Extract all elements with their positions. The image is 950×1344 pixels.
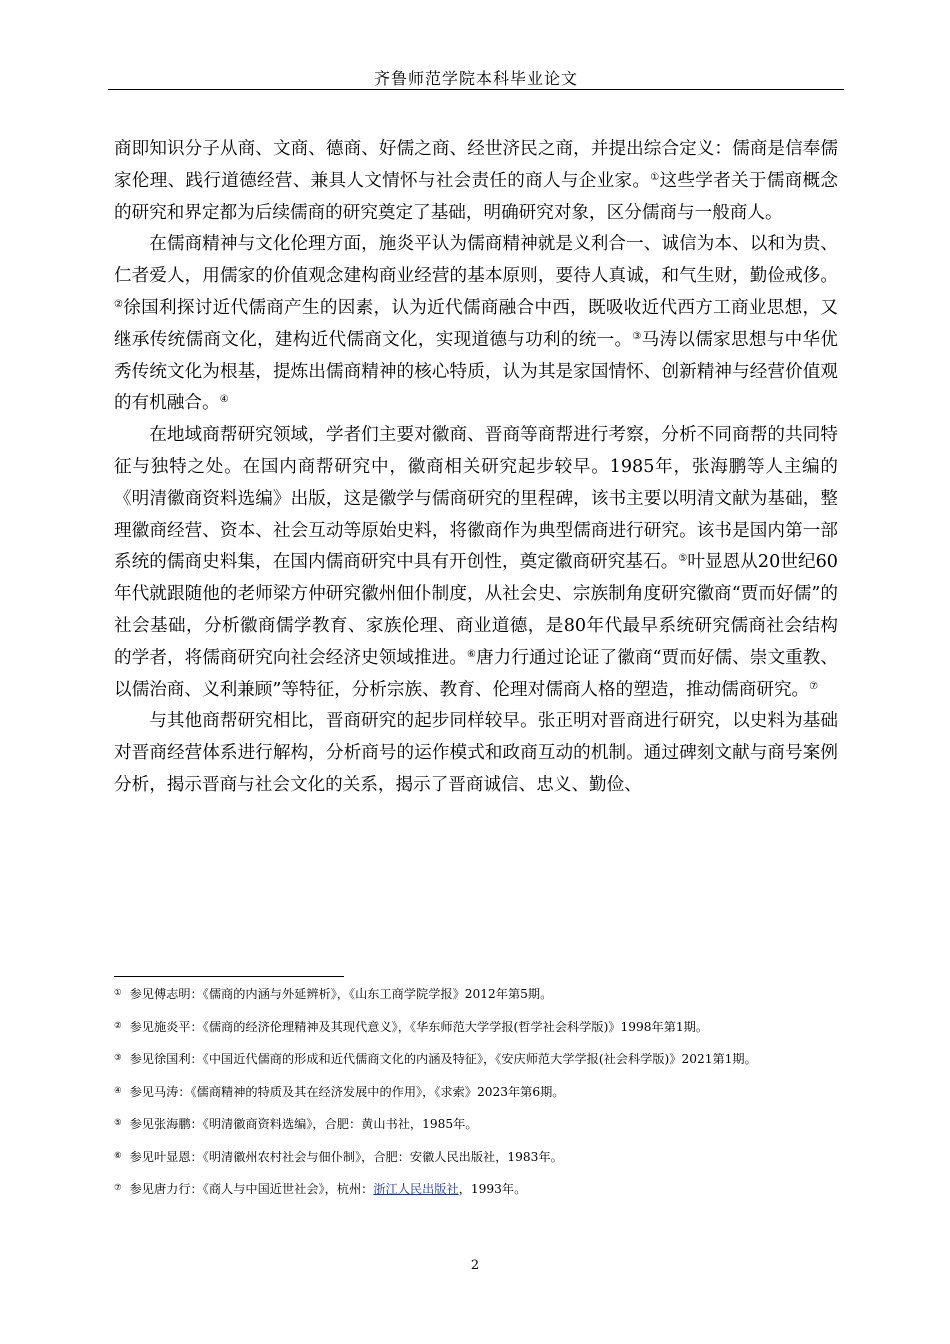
footnotes [114, 983, 838, 1211]
paragraph-text: 徐国利探讨近代儒商产生的因素，认为近代儒商融合中西，既吸收近代西方工商业思想，又继承传统儒商文化，建构近代儒商文化，实现道德与功利的统一。 [114, 297, 838, 350]
footnote-text: 参见叶显恩：《明清徽州农村社会与佃仆制》，合肥：安徽人民出版社，1983年。 [129, 1149, 563, 1164]
footnote-mark: ⑥ [114, 1150, 122, 1161]
footnote-reference[interactable]: ③ [632, 330, 642, 342]
footnote-reference[interactable]: ② [114, 298, 124, 310]
paragraph-text: 在地域商帮研究领域，学者们主要对徽商、晋商等商帮进行考察，分析不同商帮的共同特征与独特之处。在国内商帮研究中，徽商相关研究起步较早。1985年，张海鹏等人主编的《明清徽商资料选编》出版，这是徽学与儒商研究的里程碑，该书主要以明清文献为基础，整理徽商经营、资本、社会互动等原始史料，将徽商作为典型儒商进行研究。该书是国内第一部系统的儒商史料集，在国内儒商研究中具有开创性，奠定徽商研究基石。 [114, 425, 838, 573]
footnote [114, 1113, 838, 1134]
paragraph-text: 这些学者关于儒商概念的研究和界定都为后续儒商的研究奠定了基础，明确研究对象，区分儒商与一般商人。 [114, 170, 838, 223]
paragraph-text: 与其他商帮研究相比，晋商研究的起步同样较早。张正明对晋商进行研究，以史料为基础对晋商经营体系进行解构，分析商号的运作模式和政商互动的机制。通过碑刻文献与商号案例分析，揭示晋商与社会文化的关系，揭示了晋商诚信、忠义、勤俭、 [114, 711, 838, 795]
footnote-text: 参见马涛：《儒商精神的特质及其在经济发展中的作用》，《求索》2023年第6期。 [129, 1084, 565, 1099]
footnote-text: 参见傅志明：《儒商的内涵与外延辨析》，《山东工商学院学报》2012年第5期。 [129, 987, 553, 1001]
paragraph [114, 134, 838, 229]
paragraph-text: 唐力行通过论证了徽商“贾而好儒、崇文重教、以儒治商、义利兼顾”等特征，分析宗族、教育、伦理对儒商人格的塑造，推动儒商研究。 [114, 647, 838, 700]
page-header: 齐鲁师范学院本科毕业论文 [373, 69, 578, 88]
footnote-mark: ② [114, 1020, 122, 1031]
footnote [114, 1016, 838, 1037]
footnote [114, 1146, 838, 1167]
paragraph-text: 商即知识分子从商、文商、德商、好儒之商、经世济民之商，并提出综合定义：儒商是信奉儒家伦理、践行道德经营、兼具人文情怀与社会责任的商人与企业家。 [114, 139, 838, 191]
paragraph-text: 在儒商精神与文化伦理方面，施炎平认为儒商精神就是义利合一、诚信为本、以和为贵、仁者爱人，用儒家的价值观念建构商业经营的基本原则，要待人真诚，和气生财，勤俭戒侈。 [114, 234, 838, 287]
footnote-reference[interactable]: ⑤ [678, 553, 688, 565]
page-number: 2 [470, 1258, 480, 1273]
paragraph [114, 706, 838, 801]
footnote [114, 1178, 838, 1199]
footnote-reference[interactable]: ④ [219, 394, 229, 406]
footnote-mark: ③ [114, 1053, 122, 1063]
footnote-mark: ⑦ [114, 1183, 122, 1193]
footnote-text: ，1993年。 [458, 1182, 527, 1196]
paragraph-text: 马涛以儒家思想与中华优秀传统文化为根基，提炼出儒商精神的核心特质，认为其是家国情怀、创新精神与经营价值观的有机融合。 [114, 329, 838, 414]
footnote-divider [114, 976, 344, 977]
header-divider [108, 89, 844, 90]
footnote-mark: ⑤ [114, 1118, 122, 1128]
paragraph [114, 420, 838, 706]
footnote-text: 参见徐国利：《中国近代儒商的形成和近代儒商文化的内涵及特征》，《安庆师范大学学报(社会科学版)》2021第1期。 [129, 1052, 757, 1066]
paragraph-text: 叶显恩从20世纪60年代就跟随他的老师梁方仲研究徽州佃仆制度，从社会史、宗族制角度研究徽商“贾而好儒”的社会基础，分析徽商儒学教育、家族伦理、商业道德，是80年代最早系统研究儒商社会结构的学者，将儒商研究向社会经济史领域推进。 [114, 552, 838, 668]
publisher-link[interactable]: 浙江人民出版社 [373, 1182, 459, 1196]
body-text [114, 134, 838, 802]
footnote-text: 参见施炎平：《儒商的经济伦理精神及其现代意义》，《华东师范大学学报(哲学社会科学版)》1998年第1期。 [129, 1019, 709, 1034]
paragraph [114, 229, 838, 420]
footnote-reference[interactable]: ① [650, 171, 660, 183]
footnote-reference[interactable]: ⑥ [466, 648, 477, 660]
footnote-text: 参见唐力行：《商人与中国近世社会》，杭州： [129, 1182, 374, 1196]
footnote-mark: ① [114, 988, 122, 998]
footnote-text: 参见张海鹏：《明清徽商资料选编》，合肥：黄山书社，1985年。 [129, 1117, 478, 1131]
footnote [114, 1081, 838, 1102]
footnote [114, 1048, 838, 1069]
footnote-mark: ④ [114, 1085, 122, 1096]
footnote [114, 983, 838, 1004]
footnote-reference[interactable]: ⑦ [809, 680, 819, 692]
